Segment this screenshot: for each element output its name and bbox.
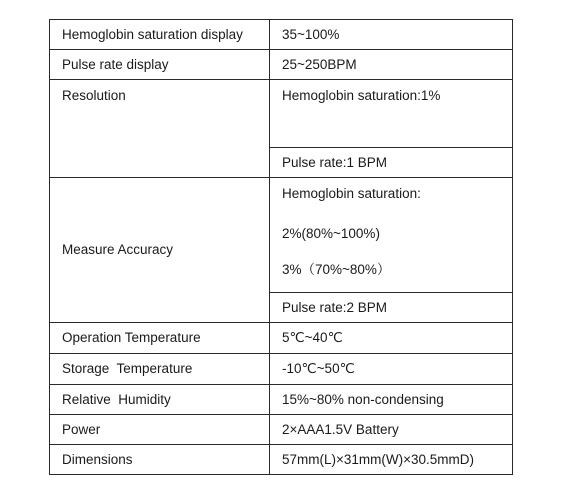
spec-label: Power	[50, 415, 270, 445]
spec-value: 2%(80%~100%)	[282, 226, 380, 241]
spec-value: 25~250BPM	[270, 50, 513, 80]
table-row	[50, 354, 513, 385]
spec-label: Pulse rate display	[50, 50, 270, 80]
spec-value: Pulse rate:1 BPM	[270, 148, 513, 178]
table-row	[50, 80, 513, 148]
spec-value: 57mm(L)×31mm(W)×30.5mmD)	[270, 445, 513, 475]
spec-value: Pulse rate:2 BPM	[270, 293, 513, 323]
spec-label: Resolution	[50, 80, 270, 178]
table-row	[50, 50, 513, 80]
spec-value: 35~100%	[270, 20, 513, 50]
spec-label: Storage Temperature	[50, 354, 270, 385]
spec-label: Relative Humidity	[50, 385, 270, 415]
table-row	[50, 178, 513, 293]
table-row	[50, 20, 513, 50]
spec-value: 2×AAA1.5V Battery	[270, 415, 513, 445]
spec-label: Dimensions	[50, 445, 270, 475]
specifications-table	[49, 19, 513, 475]
table-row	[50, 415, 513, 445]
spec-label: Hemoglobin saturation display	[50, 20, 270, 50]
spec-label: Measure Accuracy	[50, 178, 270, 323]
spec-value: Hemoglobin saturation:	[282, 186, 421, 201]
spec-value-group	[270, 178, 513, 293]
table-row	[50, 323, 513, 354]
table-row	[50, 445, 513, 475]
spec-value: 15%~80% non-condensing	[270, 385, 513, 415]
spec-value: -10℃~50℃	[270, 354, 513, 385]
spec-value: Hemoglobin saturation:1%	[270, 80, 513, 148]
spec-value: 5℃~40℃	[270, 323, 513, 354]
spec-label: Operation Temperature	[50, 323, 270, 354]
spec-value: 3%（70%~80%）	[282, 262, 391, 277]
table-row	[50, 385, 513, 415]
